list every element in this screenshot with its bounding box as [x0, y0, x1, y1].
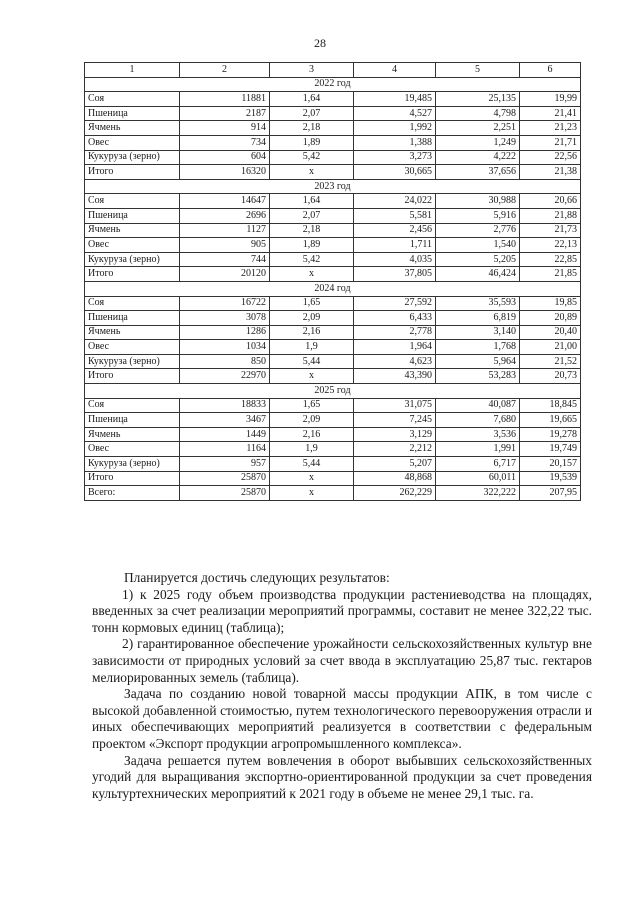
table-cell: 22,56: [520, 150, 581, 165]
paragraph: Задача решается путем вовлечения в оборот выбывших сельскохозяйственных угодий для выращивания экспортно-ориентированной продукции за счет проведения культуртехнических мероприятий к 2021 году в объеме не менее 29,1 тыс. га.: [92, 752, 592, 801]
table-cell: 3,129: [354, 427, 436, 442]
table-row: [85, 238, 581, 253]
table-row: [85, 311, 581, 326]
table-cell: 25870: [180, 471, 270, 486]
table-cell: 1,711: [354, 238, 436, 253]
table-cell: Соя: [85, 398, 180, 413]
table-cell: 21,73: [520, 223, 581, 238]
table-cell: 1,65: [270, 398, 354, 413]
year-row: [85, 179, 581, 194]
table-cell: 2,18: [270, 223, 354, 238]
table-cell: 207,95: [520, 486, 581, 501]
table-cell: 1,9: [270, 340, 354, 355]
table-cell: 2,251: [436, 121, 520, 136]
table-row: [85, 267, 581, 282]
table-cell: Кукуруза (зерно): [85, 457, 180, 472]
table-row: [85, 340, 581, 355]
table-row: [85, 208, 581, 223]
table-cell: 5,964: [436, 354, 520, 369]
table-cell: 18833: [180, 398, 270, 413]
table-cell: Итого: [85, 471, 180, 486]
table-cell: 43,390: [354, 369, 436, 384]
table-cell: 6,433: [354, 311, 436, 326]
table-cell: 3078: [180, 311, 270, 326]
table-cell: 3,536: [436, 427, 520, 442]
year-label: 2022 год: [85, 77, 581, 92]
table-cell: 262,229: [354, 486, 436, 501]
table-cell: 16722: [180, 296, 270, 311]
table-cell: 18,845: [520, 398, 581, 413]
table-cell: 19,749: [520, 442, 581, 457]
table-cell: 31,075: [354, 398, 436, 413]
table-cell: 20,66: [520, 194, 581, 209]
table-cell: 2,212: [354, 442, 436, 457]
table-cell: Овес: [85, 238, 180, 253]
table-cell: 1164: [180, 442, 270, 457]
year-row: [85, 77, 581, 92]
table-cell: 322,222: [436, 486, 520, 501]
table-cell: 19,665: [520, 413, 581, 428]
table-cell: 2,07: [270, 208, 354, 223]
paragraph: Планируется достичь следующих результатов:: [124, 570, 390, 585]
table-cell: Пшеница: [85, 413, 180, 428]
table-cell: 5,42: [270, 252, 354, 267]
table-row: [85, 471, 581, 486]
table-cell: 1,992: [354, 121, 436, 136]
table-cell: 1,89: [270, 135, 354, 150]
table-row: [85, 121, 581, 136]
table-row: [85, 457, 581, 472]
table-cell: 1,64: [270, 92, 354, 107]
paragraph: 1) к 2025 году объем производства продукции растениеводства на площадях, введенных за счет реализации мероприятий программы, составит не менее 322,22 тыс. тонн кормовых единиц (таблица);: [92, 586, 592, 635]
table-cell: 19,85: [520, 296, 581, 311]
table-cell: 5,207: [354, 457, 436, 472]
year-row: [85, 281, 581, 296]
table-cell: Ячмень: [85, 121, 180, 136]
table-cell: 19,539: [520, 471, 581, 486]
table-cell: 1,768: [436, 340, 520, 355]
table-cell: 5,44: [270, 354, 354, 369]
table-cell: 48,868: [354, 471, 436, 486]
table-cell: 60,011: [436, 471, 520, 486]
year-row: [85, 384, 581, 399]
year-label: 2025 год: [85, 384, 581, 399]
table-cell: 30,988: [436, 194, 520, 209]
table-cell: Ячмень: [85, 223, 180, 238]
table-cell: 1,540: [436, 238, 520, 253]
table-cell: 1,388: [354, 135, 436, 150]
table-cell: 2187: [180, 106, 270, 121]
table-cell: 734: [180, 135, 270, 150]
table-row: [85, 106, 581, 121]
table-cell: 744: [180, 252, 270, 267]
table-cell: 5,205: [436, 252, 520, 267]
table-cell: х: [270, 471, 354, 486]
table-cell: Ячмень: [85, 427, 180, 442]
table-cell: 1,991: [436, 442, 520, 457]
table-cell: 905: [180, 238, 270, 253]
table-row: [85, 150, 581, 165]
table-row: [85, 398, 581, 413]
table-cell: 21,41: [520, 106, 581, 121]
table-cell: Кукуруза (зерно): [85, 252, 180, 267]
table-row: [85, 325, 581, 340]
table-row: [85, 135, 581, 150]
table-cell: 20120: [180, 267, 270, 282]
table-cell: Ячмень: [85, 325, 180, 340]
table-cell: 21,88: [520, 208, 581, 223]
data-table: [84, 62, 581, 501]
table-cell: 21,85: [520, 267, 581, 282]
table-cell: 1,64: [270, 194, 354, 209]
column-header: 1: [85, 63, 180, 78]
table-cell: 30,665: [354, 165, 436, 180]
table-cell: 20,73: [520, 369, 581, 384]
column-header: 3: [270, 63, 354, 78]
table-cell: 4,798: [436, 106, 520, 121]
table-cell: 2,456: [354, 223, 436, 238]
table-row: [85, 194, 581, 209]
column-header: 2: [180, 63, 270, 78]
table-cell: 1127: [180, 223, 270, 238]
table-cell: Итого: [85, 267, 180, 282]
table-cell: 4,527: [354, 106, 436, 121]
table-cell: 1034: [180, 340, 270, 355]
table-cell: Соя: [85, 194, 180, 209]
table-cell: 1,89: [270, 238, 354, 253]
table-cell: 7,680: [436, 413, 520, 428]
year-label: 2023 год: [85, 179, 581, 194]
table-cell: 5,44: [270, 457, 354, 472]
table-cell: 11881: [180, 92, 270, 107]
table-cell: Овес: [85, 135, 180, 150]
table-cell: 5,42: [270, 150, 354, 165]
table-cell: х: [270, 486, 354, 501]
table-cell: 21,23: [520, 121, 581, 136]
table-cell: 19,278: [520, 427, 581, 442]
table-row: [85, 427, 581, 442]
table-cell: 3,140: [436, 325, 520, 340]
table-cell: 24,022: [354, 194, 436, 209]
table-row: [85, 354, 581, 369]
table-cell: 1,9: [270, 442, 354, 457]
table-cell: 5,581: [354, 208, 436, 223]
table-cell: 1449: [180, 427, 270, 442]
table-cell: 2,16: [270, 427, 354, 442]
table-cell: 25,135: [436, 92, 520, 107]
table-cell: 5,916: [436, 208, 520, 223]
column-header: 6: [520, 63, 581, 78]
paragraph: Задача по созданию новой товарной массы продукции АПК, в том числе с высокой добавленной стоимостью, путем технологического перевооружения отрасли и иных обеспечивающих мероприятий реализуется в соответствии с федеральным проектом «Экспорт продукции агропромышленного комплекса».: [92, 686, 592, 751]
table-cell: Пшеница: [85, 208, 180, 223]
column-header: 4: [354, 63, 436, 78]
table-cell: 7,245: [354, 413, 436, 428]
table-cell: Овес: [85, 442, 180, 457]
table-cell: х: [270, 267, 354, 282]
table-row: [85, 296, 581, 311]
table-cell: 2,07: [270, 106, 354, 121]
table-cell: 2,16: [270, 325, 354, 340]
table-row: [85, 369, 581, 384]
table-cell: 6,717: [436, 457, 520, 472]
table-cell: 4,035: [354, 252, 436, 267]
table-cell: 37,656: [436, 165, 520, 180]
table-cell: 22970: [180, 369, 270, 384]
table-cell: Овес: [85, 340, 180, 355]
table-cell: 1286: [180, 325, 270, 340]
table-cell: 1,964: [354, 340, 436, 355]
table-body: [85, 77, 581, 500]
table-row: [85, 92, 581, 107]
table-cell: 1,249: [436, 135, 520, 150]
table-cell: 4,222: [436, 150, 520, 165]
table-cell: 914: [180, 121, 270, 136]
table-cell: 22,85: [520, 252, 581, 267]
table-cell: 21,38: [520, 165, 581, 180]
table-cell: Всего:: [85, 486, 180, 501]
table-cell: 40,087: [436, 398, 520, 413]
table-row: [85, 165, 581, 180]
table-cell: 20,40: [520, 325, 581, 340]
body-text: [92, 570, 592, 802]
paragraph: 2) гарантированное обеспечение урожайности сельскохозяйственных культур вне зависимости от природных условий за счет ввода в эксплуатацию 25,87 тыс. гектаров мелиорированных земель (таблица).: [92, 636, 592, 685]
table-row: [85, 442, 581, 457]
table-cell: 21,52: [520, 354, 581, 369]
table-row: [85, 252, 581, 267]
table-row: [85, 223, 581, 238]
table-cell: 21,00: [520, 340, 581, 355]
table-cell: 20,89: [520, 311, 581, 326]
table-cell: 1,65: [270, 296, 354, 311]
table-cell: 25870: [180, 486, 270, 501]
table-cell: Кукуруза (зерно): [85, 150, 180, 165]
column-header: 5: [436, 63, 520, 78]
table-cell: х: [270, 369, 354, 384]
table-cell: 21,71: [520, 135, 581, 150]
table-cell: 2696: [180, 208, 270, 223]
table-cell: 53,283: [436, 369, 520, 384]
table-cell: 2,18: [270, 121, 354, 136]
table-row: [85, 486, 581, 501]
table-cell: 20,157: [520, 457, 581, 472]
table-cell: Итого: [85, 165, 180, 180]
table-cell: 604: [180, 150, 270, 165]
table-cell: Соя: [85, 296, 180, 311]
table-cell: Соя: [85, 92, 180, 107]
table-cell: 37,805: [354, 267, 436, 282]
table-cell: 19,485: [354, 92, 436, 107]
table-cell: Итого: [85, 369, 180, 384]
table-cell: 957: [180, 457, 270, 472]
table-cell: 3,273: [354, 150, 436, 165]
table-cell: 850: [180, 354, 270, 369]
table-cell: 22,13: [520, 238, 581, 253]
table-cell: 2,09: [270, 413, 354, 428]
table-cell: 2,778: [354, 325, 436, 340]
table-cell: 3467: [180, 413, 270, 428]
year-label: 2024 год: [85, 281, 581, 296]
table-cell: Пшеница: [85, 311, 180, 326]
table-cell: 35,593: [436, 296, 520, 311]
table-cell: 4,623: [354, 354, 436, 369]
table-cell: 6,819: [436, 311, 520, 326]
table-cell: 27,592: [354, 296, 436, 311]
page-number: 28: [314, 36, 326, 50]
table-cell: 2,09: [270, 311, 354, 326]
table-header-row: [85, 63, 581, 78]
table-cell: х: [270, 165, 354, 180]
table-cell: 16320: [180, 165, 270, 180]
table-cell: Пшеница: [85, 106, 180, 121]
table-cell: Кукуруза (зерно): [85, 354, 180, 369]
table-cell: 2,776: [436, 223, 520, 238]
table-cell: 19,99: [520, 92, 581, 107]
table-cell: 14647: [180, 194, 270, 209]
table-row: [85, 413, 581, 428]
table-cell: 46,424: [436, 267, 520, 282]
